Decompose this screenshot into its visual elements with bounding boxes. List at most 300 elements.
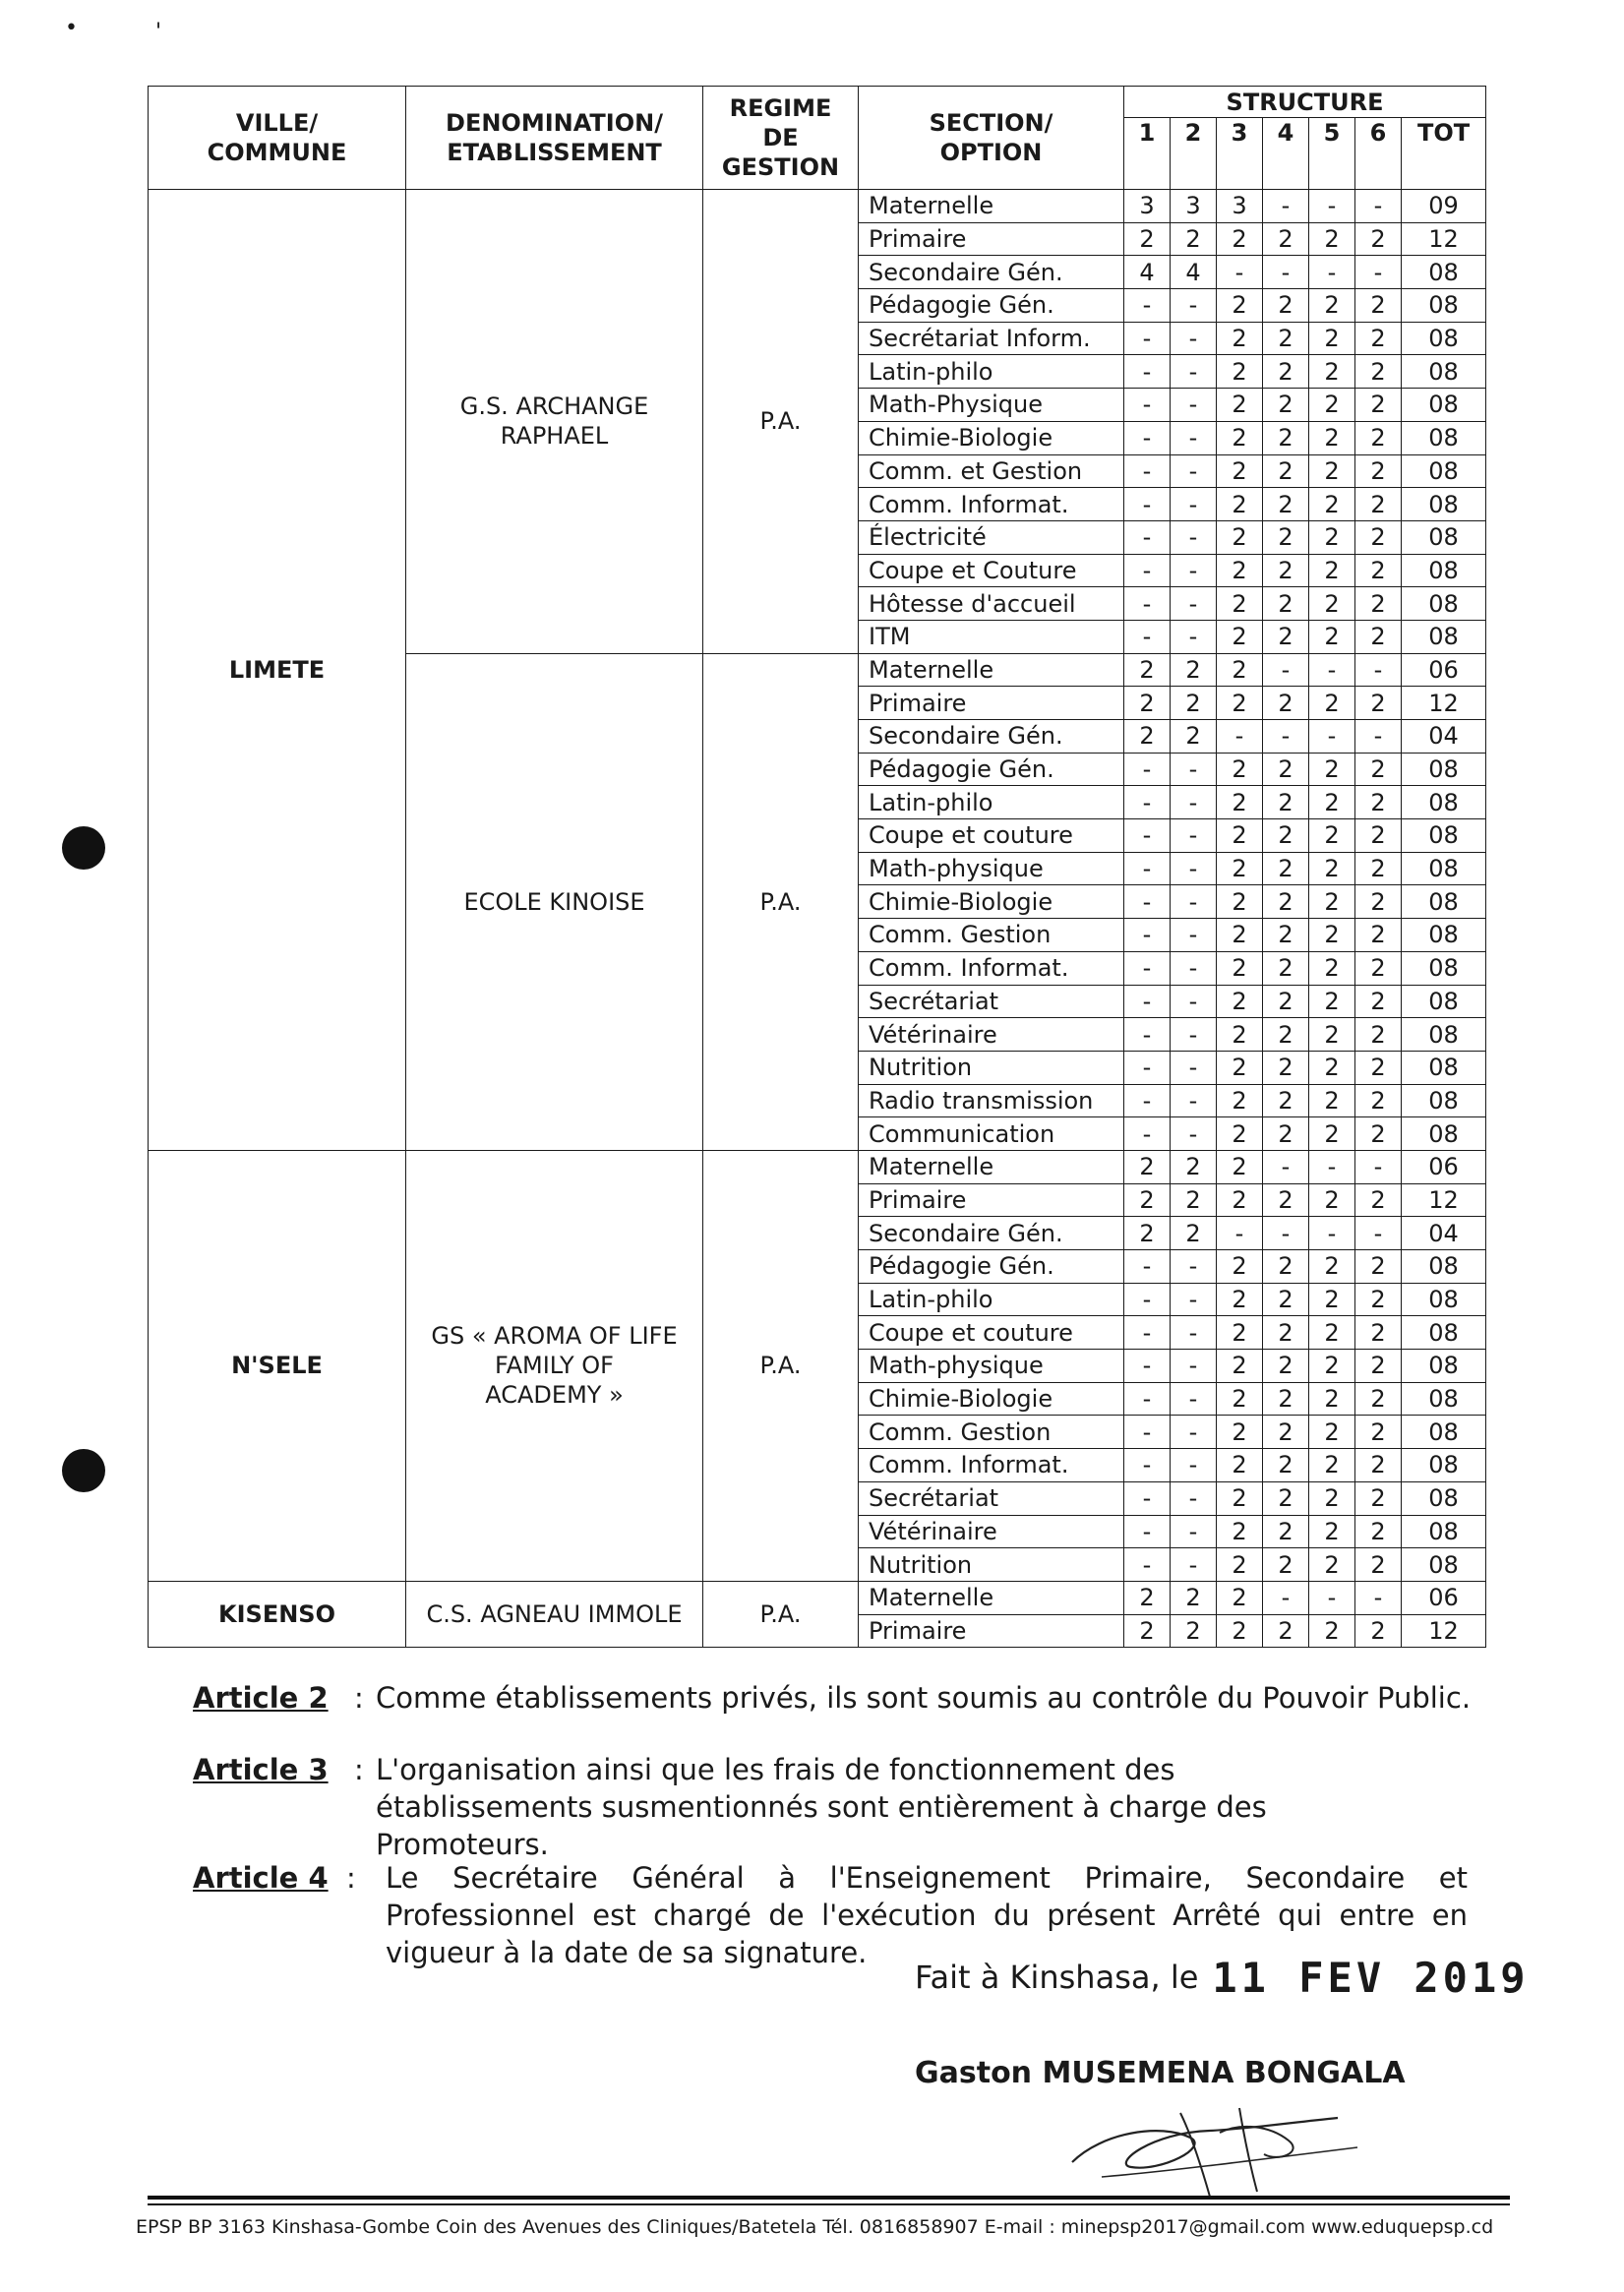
structure-cell: 2 xyxy=(1263,852,1309,885)
structure-cell: - xyxy=(1124,554,1171,587)
structure-cell: 2 xyxy=(1263,520,1309,554)
ville-cell: LIMETE xyxy=(149,190,406,1151)
section-cell: Pédagogie Gén. xyxy=(859,1250,1124,1284)
article-text: L'organisation ainsi que les frais de fonctionnement des établissements susmentionnés sont entièrement à charge des Promoteurs. xyxy=(376,1753,1267,1861)
structure-cell: - xyxy=(1124,852,1171,885)
etablissement-cell: G.S. ARCHANGE RAPHAEL xyxy=(406,190,703,654)
structure-cell: 3 xyxy=(1171,190,1217,223)
table-row xyxy=(149,190,1486,223)
structure-cell: - xyxy=(1171,1350,1217,1383)
section-cell: Chimie-Biologie xyxy=(859,885,1124,919)
structure-cell: 2 xyxy=(1263,753,1309,786)
structure-cell: 2 xyxy=(1355,1614,1402,1648)
structure-cell: 2 xyxy=(1309,322,1355,355)
total-cell: 08 xyxy=(1402,1084,1486,1117)
structure-cell: 2 xyxy=(1355,1250,1402,1284)
structure-cell: - xyxy=(1355,256,1402,289)
section-cell: Secrétariat xyxy=(859,985,1124,1018)
structure-cell: 2 xyxy=(1309,919,1355,952)
section-cell: Comm. et Gestion xyxy=(859,454,1124,488)
section-cell: Secondaire Gén. xyxy=(859,1217,1124,1250)
structure-cell: - xyxy=(1309,1581,1355,1614)
structure-cell: - xyxy=(1217,720,1263,754)
structure-cell: - xyxy=(1171,488,1217,521)
structure-cell: 2 xyxy=(1217,786,1263,819)
structure-cell: - xyxy=(1263,1581,1309,1614)
etablissement-cell: ECOLE KINOISE xyxy=(406,653,703,1150)
structure-cell: 2 xyxy=(1263,222,1309,256)
structure-cell: - xyxy=(1355,1217,1402,1250)
structure-cell: 2 xyxy=(1263,1316,1309,1350)
structure-cell: 2 xyxy=(1263,1449,1309,1482)
structure-cell: - xyxy=(1124,454,1171,488)
structure-cell: 2 xyxy=(1355,1350,1402,1383)
structure-cell: - xyxy=(1263,1217,1309,1250)
header-section: SECTION/ OPTION xyxy=(859,87,1124,190)
structure-cell: 2 xyxy=(1217,753,1263,786)
total-cell: 08 xyxy=(1402,1117,1486,1151)
section-cell: Secondaire Gén. xyxy=(859,720,1124,754)
structure-cell: - xyxy=(1171,554,1217,587)
structure-cell: 2 xyxy=(1217,819,1263,853)
structure-cell: 2 xyxy=(1263,885,1309,919)
section-cell: Primaire xyxy=(859,687,1124,720)
structure-cell: 2 xyxy=(1217,421,1263,454)
structure-cell: - xyxy=(1171,1283,1217,1316)
total-cell: 08 xyxy=(1402,620,1486,653)
article-separator: : xyxy=(346,1861,356,1895)
structure-cell: 2 xyxy=(1217,620,1263,653)
structure-cell: 2 xyxy=(1355,753,1402,786)
structure-cell: 2 xyxy=(1355,1515,1402,1548)
structure-cell: 2 xyxy=(1309,587,1355,621)
total-cell: 04 xyxy=(1402,720,1486,754)
structure-cell: 2 xyxy=(1309,222,1355,256)
structure-cell: 2 xyxy=(1124,1150,1171,1183)
structure-cell: - xyxy=(1171,620,1217,653)
structure-cell: 2 xyxy=(1355,289,1402,323)
structure-cell: 2 xyxy=(1171,687,1217,720)
structure-cell: 2 xyxy=(1263,951,1309,985)
handwritten-signature xyxy=(1043,2093,1377,2211)
total-cell: 06 xyxy=(1402,653,1486,687)
structure-cell: 2 xyxy=(1309,454,1355,488)
section-cell: Comm. Informat. xyxy=(859,1449,1124,1482)
structure-cell: - xyxy=(1171,786,1217,819)
structure-cell: - xyxy=(1124,389,1171,422)
structure-cell: 2 xyxy=(1263,985,1309,1018)
structure-cell: 2 xyxy=(1263,819,1309,853)
header-col-6: 6 xyxy=(1355,118,1402,190)
structure-cell: 2 xyxy=(1309,1350,1355,1383)
structure-cell: 2 xyxy=(1217,355,1263,389)
header-col-5: 5 xyxy=(1309,118,1355,190)
total-cell: 08 xyxy=(1402,1515,1486,1548)
structure-cell: 2 xyxy=(1171,653,1217,687)
structure-cell: - xyxy=(1309,256,1355,289)
structure-cell: 2 xyxy=(1217,1150,1263,1183)
total-cell: 08 xyxy=(1402,389,1486,422)
total-cell: 08 xyxy=(1402,1416,1486,1449)
structure-cell: - xyxy=(1124,786,1171,819)
structure-cell: - xyxy=(1355,653,1402,687)
structure-cell: - xyxy=(1171,1416,1217,1449)
structure-cell: 2 xyxy=(1355,1117,1402,1151)
structure-cell: 2 xyxy=(1171,222,1217,256)
structure-cell: 2 xyxy=(1309,1449,1355,1482)
section-cell: Coupe et couture xyxy=(859,819,1124,853)
structure-cell: 2 xyxy=(1309,355,1355,389)
structure-cell: 2 xyxy=(1263,1283,1309,1316)
total-cell: 08 xyxy=(1402,421,1486,454)
structure-cell: 2 xyxy=(1124,1217,1171,1250)
total-cell: 12 xyxy=(1402,687,1486,720)
structure-cell: 2 xyxy=(1355,852,1402,885)
section-cell: ITM xyxy=(859,620,1124,653)
structure-cell: 2 xyxy=(1124,1581,1171,1614)
header-col-4: 4 xyxy=(1263,118,1309,190)
header-col-2: 2 xyxy=(1171,118,1217,190)
structure-cell: 2 xyxy=(1263,1051,1309,1084)
article-label: Article 4 xyxy=(193,1861,329,1895)
structure-cell: 2 xyxy=(1124,687,1171,720)
section-cell: Vétérinaire xyxy=(859,1018,1124,1052)
structure-cell: 2 xyxy=(1355,1051,1402,1084)
structure-cell: 2 xyxy=(1217,653,1263,687)
regime-cell: P.A. xyxy=(703,653,859,1150)
article-label: Article 3 xyxy=(193,1753,329,1786)
structure-cell: 2 xyxy=(1217,687,1263,720)
article-2 xyxy=(193,1679,1472,1719)
header-ville: VILLE/ COMMUNE xyxy=(149,87,406,190)
structure-cell: - xyxy=(1124,1481,1171,1515)
structure-cell: 2 xyxy=(1217,222,1263,256)
structure-cell: - xyxy=(1171,389,1217,422)
structure-cell: 2 xyxy=(1263,421,1309,454)
structure-cell: 2 xyxy=(1355,389,1402,422)
header-denomination: DENOMINATION/ ETABLISSEMENT xyxy=(406,87,703,190)
structure-cell: 2 xyxy=(1263,1084,1309,1117)
structure-cell: 2 xyxy=(1309,1614,1355,1648)
section-cell: Secrétariat Inform. xyxy=(859,322,1124,355)
total-cell: 08 xyxy=(1402,587,1486,621)
total-cell: 08 xyxy=(1402,1250,1486,1284)
section-cell: Coupe et couture xyxy=(859,1316,1124,1350)
structure-cell: 2 xyxy=(1217,951,1263,985)
structure-cell: 3 xyxy=(1217,190,1263,223)
structure-cell: 2 xyxy=(1309,488,1355,521)
structure-cell: - xyxy=(1309,720,1355,754)
structure-cell: - xyxy=(1124,1548,1171,1582)
section-cell: Vétérinaire xyxy=(859,1515,1124,1548)
structure-cell: 2 xyxy=(1171,1217,1217,1250)
total-cell: 08 xyxy=(1402,1051,1486,1084)
structure-cell: - xyxy=(1124,1350,1171,1383)
structure-cell: 2 xyxy=(1355,488,1402,521)
structure-cell: 2 xyxy=(1309,554,1355,587)
total-cell: 09 xyxy=(1402,190,1486,223)
structure-cell: 2 xyxy=(1355,1018,1402,1052)
total-cell: 08 xyxy=(1402,454,1486,488)
structure-cell: 2 xyxy=(1309,620,1355,653)
section-cell: Électricité xyxy=(859,520,1124,554)
structure-cell: - xyxy=(1171,454,1217,488)
structure-cell: 2 xyxy=(1309,289,1355,323)
structure-cell: 2 xyxy=(1309,1382,1355,1416)
structure-cell: - xyxy=(1171,1449,1217,1482)
structure-cell: 2 xyxy=(1309,1051,1355,1084)
structure-cell: 2 xyxy=(1124,1183,1171,1217)
structure-cell: 2 xyxy=(1217,322,1263,355)
structure-cell: 2 xyxy=(1263,1250,1309,1284)
punch-hole-bottom xyxy=(62,1449,105,1492)
structure-cell: - xyxy=(1263,190,1309,223)
structure-cell: - xyxy=(1171,885,1217,919)
total-cell: 08 xyxy=(1402,256,1486,289)
structure-cell: 2 xyxy=(1217,1449,1263,1482)
structure-cell: 2 xyxy=(1355,1316,1402,1350)
structure-cell: 2 xyxy=(1309,1515,1355,1548)
structure-cell: 2 xyxy=(1217,885,1263,919)
total-cell: 12 xyxy=(1402,1183,1486,1217)
total-cell: 06 xyxy=(1402,1581,1486,1614)
structure-cell: 2 xyxy=(1124,653,1171,687)
structure-cell: 2 xyxy=(1309,852,1355,885)
structure-cell: - xyxy=(1171,322,1217,355)
structure-cell: 2 xyxy=(1263,322,1309,355)
table-row xyxy=(149,1150,1486,1183)
total-cell: 08 xyxy=(1402,885,1486,919)
scan-mark-right: ' xyxy=(155,20,162,44)
structure-cell: - xyxy=(1124,1382,1171,1416)
structure-cell: 2 xyxy=(1355,1416,1402,1449)
structure-cell: 2 xyxy=(1171,1581,1217,1614)
section-cell: Math-physique xyxy=(859,1350,1124,1383)
structure-cell: 2 xyxy=(1217,1018,1263,1052)
punch-hole-top xyxy=(62,826,105,870)
structure-cell: - xyxy=(1263,256,1309,289)
total-cell: 08 xyxy=(1402,289,1486,323)
structure-cell: - xyxy=(1124,919,1171,952)
structure-cell: 2 xyxy=(1309,1416,1355,1449)
total-cell: 08 xyxy=(1402,1382,1486,1416)
section-cell: Maternelle xyxy=(859,1581,1124,1614)
structure-cell: - xyxy=(1171,1382,1217,1416)
section-cell: Comm. Informat. xyxy=(859,488,1124,521)
structure-cell: 2 xyxy=(1124,720,1171,754)
article-separator: : xyxy=(354,1753,364,1786)
structure-cell: - xyxy=(1355,1581,1402,1614)
total-cell: 08 xyxy=(1402,1548,1486,1582)
total-cell: 08 xyxy=(1402,786,1486,819)
structure-cell: 2 xyxy=(1355,421,1402,454)
total-cell: 08 xyxy=(1402,1018,1486,1052)
structure-cell: - xyxy=(1263,720,1309,754)
structure-cell: 2 xyxy=(1355,1283,1402,1316)
structure-cell: 2 xyxy=(1263,1183,1309,1217)
structure-cell: 2 xyxy=(1355,1382,1402,1416)
structure-cell: - xyxy=(1124,355,1171,389)
structure-cell: 2 xyxy=(1217,1548,1263,1582)
structure-cell: - xyxy=(1124,1416,1171,1449)
total-cell: 08 xyxy=(1402,520,1486,554)
structure-cell: 2 xyxy=(1217,1382,1263,1416)
structure-cell: - xyxy=(1124,1051,1171,1084)
structure-cell: 2 xyxy=(1217,1614,1263,1648)
structure-cell: - xyxy=(1124,1316,1171,1350)
structure-cell: - xyxy=(1355,1150,1402,1183)
structure-cell: - xyxy=(1171,852,1217,885)
footer-rule-thick xyxy=(148,2196,1510,2200)
structure-cell: 2 xyxy=(1263,1018,1309,1052)
structure-cell: - xyxy=(1355,720,1402,754)
structure-cell: 2 xyxy=(1217,520,1263,554)
structure-cell: - xyxy=(1124,1117,1171,1151)
footer-address: EPSP BP 3163 Kinshasa-Gombe Coin des Avenues des Cliniques/Batetela Tél. 0816858907 E-mail : minepsp2017@gmail.com www.eduquepsp.cd xyxy=(136,2216,1494,2238)
article-3 xyxy=(193,1751,1472,1861)
structure-cell: 2 xyxy=(1263,587,1309,621)
signer-name: Gaston MUSEMENA BONGALA xyxy=(915,2056,1406,2090)
structure-cell: - xyxy=(1124,620,1171,653)
structure-cell: 2 xyxy=(1217,1316,1263,1350)
place-date-line xyxy=(915,1950,1530,2002)
structure-cell: 2 xyxy=(1217,1283,1263,1316)
table-row xyxy=(149,1581,1486,1614)
header-col-tot: TOT xyxy=(1402,118,1486,190)
structure-cell: - xyxy=(1171,1117,1217,1151)
structure-cell: 2 xyxy=(1309,1117,1355,1151)
structure-cell: - xyxy=(1124,1283,1171,1316)
structure-cell: 2 xyxy=(1217,1350,1263,1383)
section-cell: Math-Physique xyxy=(859,389,1124,422)
total-cell: 08 xyxy=(1402,355,1486,389)
structure-cell: - xyxy=(1124,322,1171,355)
structure-cell: - xyxy=(1171,1481,1217,1515)
fait-label: Fait à Kinshasa, le xyxy=(915,1959,1199,1996)
structure-cell: - xyxy=(1124,520,1171,554)
structure-cell: 2 xyxy=(1217,1117,1263,1151)
structure-cell: 2 xyxy=(1309,1018,1355,1052)
structure-cell: 2 xyxy=(1355,1481,1402,1515)
structure-cell: 2 xyxy=(1217,1515,1263,1548)
structure-cell: 2 xyxy=(1171,1614,1217,1648)
structure-cell: 2 xyxy=(1217,1416,1263,1449)
structure-cell: 2 xyxy=(1355,1449,1402,1482)
structure-cell: 2 xyxy=(1355,985,1402,1018)
structure-cell: 2 xyxy=(1309,1250,1355,1284)
structure-cell: - xyxy=(1124,819,1171,853)
section-cell: Maternelle xyxy=(859,653,1124,687)
structure-cell: 2 xyxy=(1263,1614,1309,1648)
total-cell: 08 xyxy=(1402,1283,1486,1316)
structure-cell: 2 xyxy=(1217,1084,1263,1117)
section-cell: Chimie-Biologie xyxy=(859,421,1124,454)
structure-cell: 2 xyxy=(1217,389,1263,422)
structure-cell: - xyxy=(1171,587,1217,621)
structure-cell: - xyxy=(1124,985,1171,1018)
structure-cell: 2 xyxy=(1263,1350,1309,1383)
section-cell: Chimie-Biologie xyxy=(859,1382,1124,1416)
article-text: Le Secrétaire Général à l'Enseignement Primaire, Secondaire et Professionnel est chargé de l'exécution du présent Arrêté qui entre en vigueur à la date de sa signature. xyxy=(386,1861,1468,1969)
structure-cell: - xyxy=(1171,1515,1217,1548)
structure-cell: - xyxy=(1171,1548,1217,1582)
structure-cell: 2 xyxy=(1355,322,1402,355)
structure-cell: 2 xyxy=(1355,819,1402,853)
structure-cell: 2 xyxy=(1263,1416,1309,1449)
structure-cell: - xyxy=(1124,1018,1171,1052)
article-label: Article 2 xyxy=(193,1681,329,1715)
structure-cell: 2 xyxy=(1309,421,1355,454)
structure-cell: - xyxy=(1171,919,1217,952)
structure-cell: 2 xyxy=(1217,1581,1263,1614)
section-cell: Secrétariat xyxy=(859,1481,1124,1515)
structure-cell: - xyxy=(1171,1316,1217,1350)
schools-table xyxy=(148,86,1486,1648)
structure-cell: 2 xyxy=(1263,289,1309,323)
scan-mark-left: • xyxy=(65,16,78,40)
structure-cell: 2 xyxy=(1263,786,1309,819)
total-cell: 08 xyxy=(1402,819,1486,853)
structure-cell: 2 xyxy=(1263,1481,1309,1515)
structure-cell: - xyxy=(1309,653,1355,687)
structure-cell: - xyxy=(1124,885,1171,919)
structure-cell: 2 xyxy=(1355,520,1402,554)
structure-cell: 2 xyxy=(1171,720,1217,754)
section-cell: Secondaire Gén. xyxy=(859,256,1124,289)
structure-cell: 4 xyxy=(1124,256,1171,289)
structure-cell: - xyxy=(1171,421,1217,454)
structure-cell: 2 xyxy=(1355,454,1402,488)
etablissement-cell: GS « AROMA OF LIFE FAMILY OF ACADEMY » xyxy=(406,1150,703,1581)
structure-cell: 3 xyxy=(1124,190,1171,223)
section-cell: Pédagogie Gén. xyxy=(859,753,1124,786)
regime-cell: P.A. xyxy=(703,1150,859,1581)
section-cell: Radio transmission xyxy=(859,1084,1124,1117)
schools-table-body xyxy=(149,190,1486,1648)
structure-cell: 2 xyxy=(1355,885,1402,919)
structure-cell: - xyxy=(1217,1217,1263,1250)
regime-cell: P.A. xyxy=(703,190,859,654)
total-cell: 08 xyxy=(1402,1481,1486,1515)
structure-cell: - xyxy=(1263,1150,1309,1183)
structure-cell: - xyxy=(1171,289,1217,323)
section-cell: Nutrition xyxy=(859,1548,1124,1582)
total-cell: 08 xyxy=(1402,1350,1486,1383)
structure-cell: 2 xyxy=(1263,620,1309,653)
structure-cell: 2 xyxy=(1263,389,1309,422)
total-cell: 08 xyxy=(1402,554,1486,587)
structure-cell: 2 xyxy=(1217,1183,1263,1217)
structure-cell: 2 xyxy=(1355,786,1402,819)
structure-cell: - xyxy=(1355,190,1402,223)
structure-cell: 2 xyxy=(1355,951,1402,985)
section-cell: Primaire xyxy=(859,1183,1124,1217)
structure-cell: 2 xyxy=(1217,554,1263,587)
structure-cell: 2 xyxy=(1309,1481,1355,1515)
structure-cell: 2 xyxy=(1309,1548,1355,1582)
section-cell: Nutrition xyxy=(859,1051,1124,1084)
structure-cell: 2 xyxy=(1309,985,1355,1018)
section-cell: Comm. Informat. xyxy=(859,951,1124,985)
structure-cell: - xyxy=(1217,256,1263,289)
article-separator: : xyxy=(354,1681,364,1715)
total-cell: 08 xyxy=(1402,1316,1486,1350)
structure-cell: 2 xyxy=(1309,786,1355,819)
structure-cell: - xyxy=(1124,1250,1171,1284)
total-cell: 12 xyxy=(1402,222,1486,256)
footer-rule-thin xyxy=(148,2203,1510,2205)
structure-cell: 2 xyxy=(1309,1283,1355,1316)
